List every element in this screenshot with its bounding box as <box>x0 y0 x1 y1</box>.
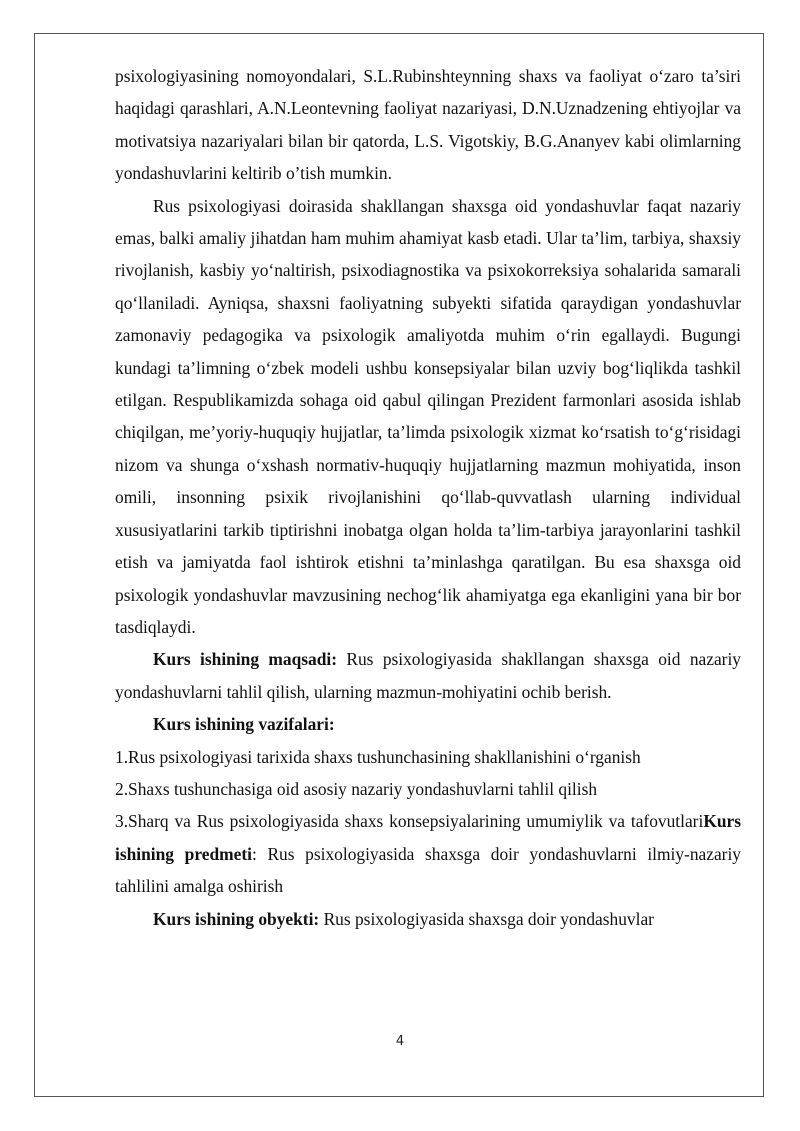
subject-heading: Kurs ishining predmeti <box>115 811 741 864</box>
object-text: Rus psixologiyasida shaxsga doir yondashuvlar <box>319 908 654 929</box>
task-item-text: 3.Sharq va Rus psixologiyasida shaxs konsepsiyalarining umumiylik va tafovutlari <box>115 811 704 832</box>
paragraph-course-goal <box>115 643 741 708</box>
task-item-1 <box>115 741 741 773</box>
paragraph-practical-significance <box>115 190 741 644</box>
paragraph-course-tasks <box>115 708 741 740</box>
paragraph-course-object <box>115 903 741 935</box>
task-item-3 <box>115 805 741 902</box>
task-item-text: 1.Rus psixologiyasi tarixida shaxs tushunchasining shakllanishini o‘rganish <box>115 746 641 767</box>
task-item-text: 2.Shaxs tushunchasiga oid asosiy nazariy yondashuvlarni tahlil qilish <box>115 778 598 799</box>
object-heading: Kurs ishining obyekti: <box>153 908 320 929</box>
paragraph-intro-continuation <box>115 60 741 190</box>
subject-text: : Rus psixologiyasida shaxsga doir yondashuvlarni ilmiy-nazariy tahlilini amalga oshirish <box>115 843 742 897</box>
task-item-2 <box>115 773 741 805</box>
paragraph-text: Rus psixologiyasi doirasida shakllangan shaxsga oid yondashuvlar faqat nazariy emas, balki amaliy jihatdan ham muhim ahamiyat kasb etadi. Ular ta’lim, tarbiya, shaxsiy rivojlanish, kasbiy yo‘naltirish, psixodiagnostika va psixokorreksiya sohalarida samarali qo‘llaniladi. Ayniqsa, shaxsni faoliyatning subyekti sifatida qaraydigan yondashuvlar zamonaviy pedagogika va psixologik amaliyotda muhim o‘rin egallaydi. Bugungi kundagi ta’limning o‘zbek modeli ushbu konsepsiyalar bilan uzviy bog‘liqlikda tashkil etilgan. Respublikamizda sohaga oid qabul qilingan Prezident farmonlari asosida ishlab chiqilgan, me’yoriy-huquqiy hujjatlar, ta’limda psixologik xizmat ko‘rsatish to‘g‘risidagi nizom va shunga o‘xshash normativ-huquqiy hujjatlarning mazmun mohiyatida, inson omili, insonning psixik rivojlanishini qo‘llab-quvvatlash ularning individual xususiyatlarini tarkib tiptirishni inobatga olgan holda ta’lim-tarbiya jarayonlarini tashkil etish va jamiyatda faol ishtirok etishni ta’minlashga qaratilgan. Bu esa shaxsga oid psixologik yondashuvlar mavzusining nechog‘lik ahamiyatga ega ekanligini yana bir bor tasdiqlaydi. <box>115 195 741 637</box>
goal-text: Rus psixologiyasida shakllangan shaxsga oid nazariy yondashuvlarni tahlil qilish, ularning mazmun-mohiyatini ochib berish. <box>115 649 741 702</box>
tasks-heading: Kurs ishining vazifalari: <box>153 714 335 735</box>
paragraph-text: psixologiyasining nomoyondalari, S.L.Rubinshteynning shaxs va faoliyat o‘zaro ta’siri haqidagi qarashlari, A.N.Leontevning faoliyat nazariyasi, D.N.Uznadzening ehtiyojlar va motivatsiya nazariyalari bilan bir qatorda, L.S. Vigotskiy, B.G.Ananyev kabi olimlarning yondashuvlarini keltirib o’tish mumkin. <box>115 66 741 184</box>
page-number: 4 <box>395 1034 405 1049</box>
document-body <box>115 60 741 935</box>
goal-heading: Kurs ishining maqsadi: <box>153 649 338 670</box>
